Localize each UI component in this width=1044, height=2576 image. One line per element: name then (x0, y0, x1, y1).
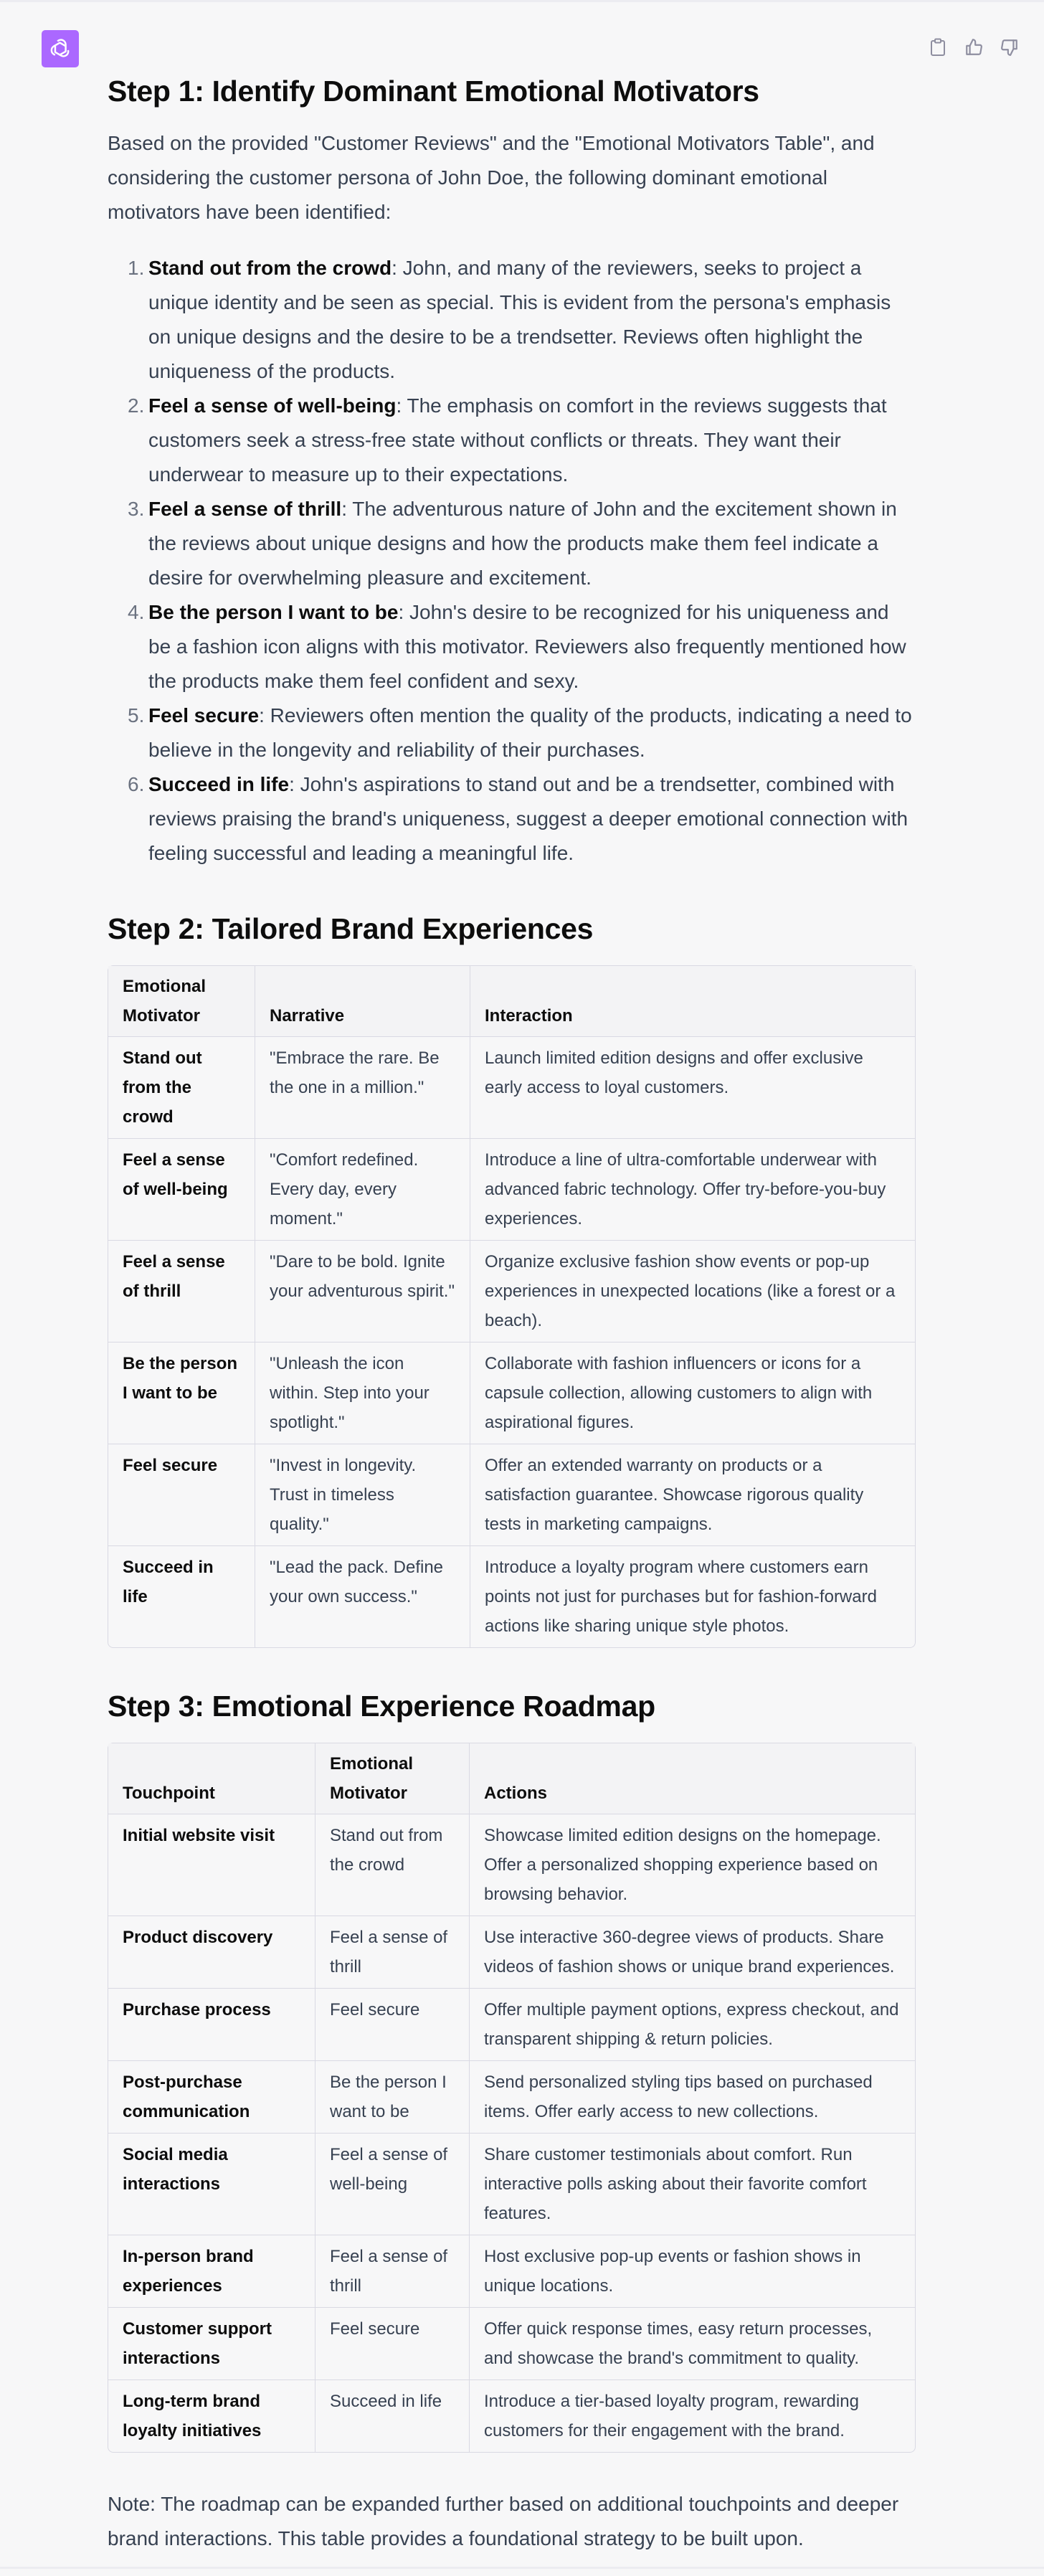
thumbs-down-button[interactable] (997, 34, 1022, 60)
list-text (148, 389, 914, 492)
motivator-name: Feel a sense of well-being (148, 394, 397, 417)
table-row (108, 1139, 915, 1241)
table-row (108, 1037, 915, 1139)
table-cell: Feel secure (315, 1989, 470, 2061)
table-row (108, 1814, 915, 1916)
table-row (108, 2061, 915, 2134)
table-cell: Offer multiple payment options, express checkout, and transparent shipping & return policies. (470, 1989, 915, 2061)
motivator-description: : John, and many of the reviewers, seeks to project a unique identity and be seen as special. This is evident from the persona's emphasis on unique designs and the desire to be a trendsetter. Reviews often highlight the uniqueness of the products. (148, 257, 891, 382)
openai-logo-icon (47, 35, 74, 62)
table-row (108, 2308, 915, 2380)
table-cell: Purchase process (108, 1989, 315, 2061)
thumbs-down-icon (1000, 38, 1019, 57)
message-actions (925, 34, 1022, 60)
list-text (148, 251, 914, 389)
table-cell: "Comfort redefined. Every day, every moment." (255, 1139, 470, 1241)
list-number: 4. (128, 601, 145, 623)
motivator-description: : John's aspirations to stand out and be a trendsetter, combined with reviews praising the brand's uniqueness, suggest a deeper emotional connection with feeling successful and leading a meaningful life. (148, 773, 908, 864)
table-cell: Feel a sense of well-being (108, 1139, 255, 1241)
experience-roadmap-table (108, 1743, 916, 2453)
list-text (148, 767, 914, 871)
table-cell: Feel a sense of thrill (108, 1241, 255, 1343)
copy-button[interactable] (925, 34, 951, 60)
table-row (108, 2134, 915, 2235)
motivator-list (108, 251, 914, 871)
table-cell: "Embrace the rare. Be the one in a million." (255, 1037, 470, 1139)
list-number: 1. (128, 257, 145, 279)
table-cell: "Lead the pack. Define your own success." (255, 1546, 470, 1647)
column-header: Emotional Motivator (108, 966, 255, 1037)
motivator-list-item (115, 251, 914, 389)
table-cell: Host exclusive pop-up events or fashion shows in unique locations. (470, 2235, 915, 2308)
table-cell: "Unleash the icon within. Step into your spotlight." (255, 1343, 470, 1444)
table-cell: Feel a sense of thrill (315, 1916, 470, 1989)
table-row (108, 2235, 915, 2308)
motivator-list-item (115, 389, 914, 492)
table-cell: "Invest in longevity. Trust in timeless quality." (255, 1444, 470, 1546)
table-cell: Feel secure (108, 1444, 255, 1546)
table-cell: "Dare to be bold. Ignite your adventurous spirit." (255, 1241, 470, 1343)
table-cell: Share customer testimonials about comfort. Run interactive polls asking about their favorite comfort features. (470, 2134, 915, 2235)
table-cell: Launch limited edition designs and offer exclusive early access to loyal customers. (470, 1037, 915, 1139)
table-cell: Product discovery (108, 1916, 315, 1989)
table-cell: Initial website visit (108, 1814, 315, 1916)
table-row (108, 1989, 915, 2061)
table-cell: Use interactive 360-degree views of products. Share videos of fashion shows or unique brand experiences. (470, 1916, 915, 1989)
table-cell: Stand out from the crowd (315, 1814, 470, 1916)
list-number: 2. (128, 394, 145, 417)
column-header: Actions (470, 1743, 915, 1814)
table-cell: Showcase limited edition designs on the homepage. Offer a personalized shopping experience based on browsing behavior. (470, 1814, 915, 1916)
table-cell: Long-term brand loyalty initiatives (108, 2380, 315, 2452)
table-cell: Post-purchase communication (108, 2061, 315, 2134)
table-cell: Be the person I want to be (108, 1343, 255, 1444)
motivator-description: : Reviewers often mention the quality of the products, indicating a need to believe in the longevity and reliability of their purchases. (148, 704, 912, 761)
table-row (108, 1546, 915, 1647)
table-cell: Stand out from the crowd (108, 1037, 255, 1139)
table-row (108, 1241, 915, 1343)
table-cell: Succeed in life (108, 1546, 255, 1647)
table-row (108, 1916, 915, 1989)
table-cell: Feel a sense of well-being (315, 2134, 470, 2235)
table-row (108, 1343, 915, 1444)
motivator-list-item (115, 699, 914, 767)
list-number: 5. (128, 704, 145, 726)
list-number: 6. (128, 773, 145, 795)
motivator-name: Feel secure (148, 704, 260, 726)
table-cell: Social media interactions (108, 2134, 315, 2235)
roadmap-note: Note: The roadmap can be expanded further based on additional touchpoints and deeper brand interactions. This table provides a foundational strategy to be built upon. (108, 2493, 899, 2549)
motivator-name: Be the person I want to be (148, 601, 399, 623)
motivator-list-item (115, 492, 914, 595)
motivator-description: : The emphasis on comfort in the reviews suggests that customers seek a stress-free state without conflicts or threats. They want their underwear to measure up to their expectations. (148, 394, 887, 486)
motivator-name: Succeed in life (148, 773, 290, 795)
table-row (108, 2380, 915, 2452)
column-header: Interaction (470, 966, 915, 1037)
table-cell: Organize exclusive fashion show events or pop-up experiences in unexpected locations (like a forest or a beach). (470, 1241, 915, 1343)
clipboard-icon (929, 38, 946, 57)
motivator-description: : John's desire to be recognized for his uniqueness and be a fashion icon aligns with this motivator. Reviewers also frequently mentioned how the products make them feel confident and sexy. (148, 601, 906, 692)
list-number: 3. (128, 498, 145, 520)
thumbs-up-button[interactable] (961, 34, 987, 60)
motivator-list-item (115, 767, 914, 871)
thumbs-up-icon (964, 38, 983, 57)
table-cell: Introduce a tier-based loyalty program, rewarding customers for their engagement with the brand. (484, 2392, 859, 2440)
motivator-name: Stand out from the crowd (148, 257, 392, 279)
table-cell: In-person brand experiences (108, 2235, 315, 2308)
list-text (148, 595, 914, 699)
table-cell: Introduce a loyalty program where customers earn points not just for purchases but for fashion-forward actions like sharing unique style photos. (485, 1558, 877, 1636)
table-cell: Offer an extended warranty on products or a satisfaction guarantee. Showcase rigorous quality tests in marketing campaigns. (470, 1444, 915, 1546)
step3-heading: Step 3: Emotional Experience Roadmap (108, 1690, 655, 1723)
top-divider (0, 0, 1044, 2)
motivator-list-item (115, 595, 914, 699)
table-cell: Collaborate with fashion influencers or icons for a capsule collection, allowing customers to align with aspirational figures. (470, 1343, 915, 1444)
motivator-description: : The adventurous nature of John and the excitement shown in the reviews about unique designs and how the products make them feel indicate a desire for overwhelming pleasure and excitement. (148, 498, 897, 589)
step1-intro: Based on the provided "Customer Reviews" and the "Emotional Motivators Table", and considering the customer persona of John Doe, the following dominant emotional motivators have been identified: (108, 132, 875, 223)
assistant-message (108, 69, 914, 2576)
column-header: Emotional Motivator (315, 1743, 470, 1814)
table-cell: Introduce a line of ultra-comfortable underwear with advanced fabric technology. Offer try-before-you-buy experiences. (470, 1139, 915, 1241)
table-cell: Feel secure (315, 2308, 470, 2380)
step1-heading: Step 1: Identify Dominant Emotional Motivators (108, 75, 759, 108)
table-cell: Feel a sense of thrill (315, 2235, 470, 2308)
list-text (148, 492, 914, 595)
table-row (108, 1444, 915, 1546)
table-cell: Be the person I want to be (315, 2061, 470, 2134)
motivator-name: Feel a sense of thrill (148, 498, 342, 520)
assistant-avatar (42, 30, 79, 67)
list-text (148, 699, 914, 767)
table-cell: Offer quick response times, easy return processes, and showcase the brand's commitment to quality. (470, 2308, 915, 2380)
table-cell: Customer support interactions (108, 2308, 315, 2380)
step2-heading: Step 2: Tailored Brand Experiences (108, 912, 594, 945)
column-header: Narrative (255, 966, 470, 1037)
table-cell: Succeed in life (315, 2380, 470, 2452)
table-cell: Send personalized styling tips based on purchased items. Offer early access to new collections. (470, 2061, 915, 2134)
column-header: Touchpoint (108, 1743, 315, 1814)
brand-experiences-table (108, 965, 916, 1648)
